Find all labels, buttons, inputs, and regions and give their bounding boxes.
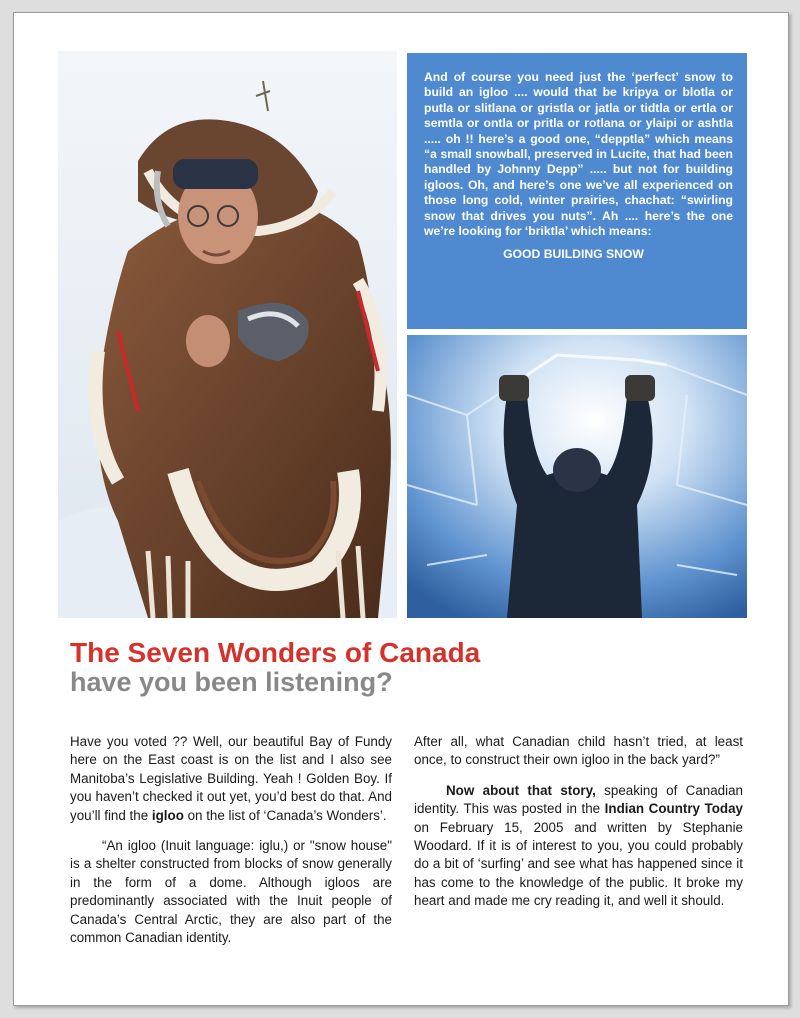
paragraph-text: speaking of Canadian identity. This was posted in the [414, 782, 743, 817]
callout-text: And of course you need just the ‘perfect’ snow to build an igloo .... would that be kripya or blotla or putla or slitlana or gristla or jatla or tidtla or ertla or semtla or ontla or pritla or rotlana or ylaipi or ashtla ..... oh !! here’s a good one, “depptla” which means “a small snowball, preserved in Lucite, that had been handled by Johnny Depp” ..... but not for building igloos. Oh, and here’s one we’ve all experienced on those long cold, winter prairies, chachat: “swirling snow that drives you nuts”. Ah .... here’s the one we’re looking for ‘briktla’ which means: [424, 70, 733, 239]
paragraph-text: on February 15, 2005 and written by Stephanie Woodard. If it is of interest to you, you could probably do a bit of ‘surfing’ and see what has happened since it has come to the knowledge of the public. It broke my heart and made me cry reading it, and well it should. [414, 819, 743, 909]
paragraph-text: on the list of ‘Canada’s Wonders’. [183, 807, 387, 823]
article-title: The Seven Wonders of Canada [70, 637, 481, 668]
paragraph-bold-text: igloo [151, 807, 184, 823]
paragraph-text: Have you voted ?? Well, our beautiful Bay of Fundy here on the East coast is on the list and I also see Manitoba’s Legislative Building. Yeah ! Golden Boy. If you haven’t checked it out yet, you’d best do that. And you’ll find the [70, 734, 392, 823]
paragraph: After all, what Canadian child hasn’t tried, at least once, to construct their own igloo in the back yard?” [414, 734, 743, 768]
article-column-right [414, 733, 743, 911]
snow-words-callout [407, 53, 747, 329]
photo-woman-in-parka [58, 51, 397, 618]
article-column-left [70, 733, 392, 947]
paragraph: “An igloo (Inuit language: iglu,) or "snow house" is a shelter constructed from blocks of snow generally in the form of a dome. Although igloos are predominantly associated with the Inuit people of Canada’s Central Arctic, they are also part of the common Canadian identity. [70, 838, 392, 946]
paragraph [70, 733, 392, 825]
paragraph-bold-text: Indian Country Today [604, 801, 743, 817]
article-subtitle: have you been listening? [70, 667, 393, 697]
paragraph [414, 782, 743, 911]
paragraph-bold-text: Now about that story, [446, 782, 596, 798]
photo-man-inside-igloo [407, 335, 747, 618]
callout-heading: GOOD BUILDING SNOW [503, 247, 644, 262]
magazine-page [13, 12, 789, 1006]
